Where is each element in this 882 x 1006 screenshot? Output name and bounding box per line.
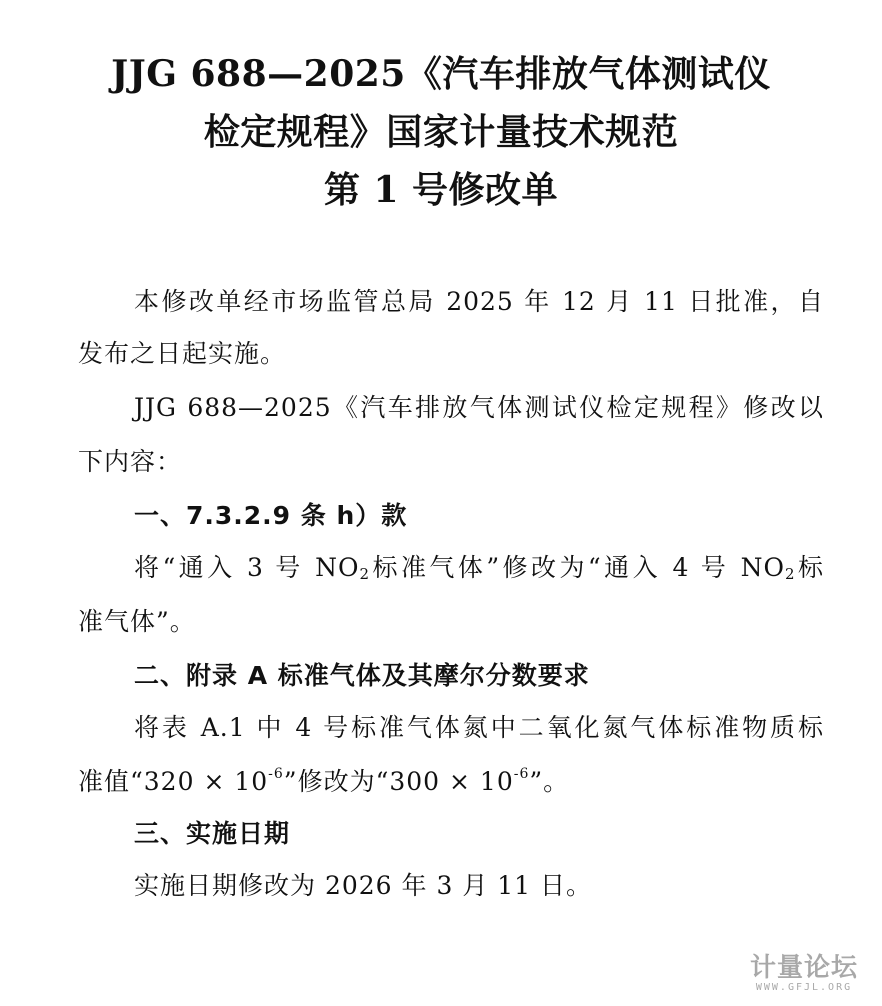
section-1-heading: 一、7.3.2.9 条 h）款 <box>134 501 408 530</box>
document-title-line-2: 检定规程》国家计量技术规范 <box>203 111 679 153</box>
watermark-url: WWW.GFJL.ORG <box>755 982 853 993</box>
section-1-text-part-b: 标准气体”修改为“通入 4 号 NO <box>370 553 785 582</box>
section-2-text-line-2 <box>78 766 569 798</box>
section-1-text-line-1 <box>134 552 824 584</box>
superscript-exponent: -6 <box>268 766 284 782</box>
intro-paragraph-line-2: 发布之日起实施。 <box>78 339 287 368</box>
section-3-heading: 三、实施日期 <box>134 819 291 848</box>
subscript-2: 2 <box>784 565 796 583</box>
document-title-line-3: 第 1 号修改单 <box>323 169 559 211</box>
site-watermark <box>734 954 874 998</box>
subscript-2: 2 <box>359 565 371 583</box>
section-1-text-line-2: 准气体”。 <box>78 607 196 636</box>
section-1-text-part-c: 标 <box>795 553 824 582</box>
section-3-text-line-1: 实施日期修改为 2026 年 3 月 11 日。 <box>134 871 593 900</box>
watermark-logo-text: 计量论坛 <box>749 953 858 983</box>
section-2-text-part-a: 准值“320 × 10 <box>78 767 269 796</box>
section-1-text-part-a: 将“通入 3 号 NO <box>134 553 360 582</box>
scope-paragraph-line-2: 下内容： <box>78 447 183 476</box>
section-2-text-part-b: ”修改为“300 × 10 <box>283 767 514 796</box>
section-2-heading: 二、附录 A 标准气体及其摩尔分数要求 <box>134 661 590 690</box>
scope-paragraph-line-1: JJG 688—2025《汽车排放气体测试仪检定规程》修改以 <box>134 393 824 422</box>
section-2-text-part-c: ”。 <box>529 767 570 796</box>
superscript-exponent: -6 <box>513 766 530 782</box>
intro-paragraph-line-1: 本修改单经市场监管总局 2025 年 12 月 11 日批准，自 <box>134 287 824 316</box>
section-2-text-line-1: 将表 A.1 中 4 号标准气体氮中二氧化氮气体标准物质标 <box>134 713 824 742</box>
document-title-line-1: JJG 688—2025《汽车排放气体测试仪 <box>111 53 771 95</box>
